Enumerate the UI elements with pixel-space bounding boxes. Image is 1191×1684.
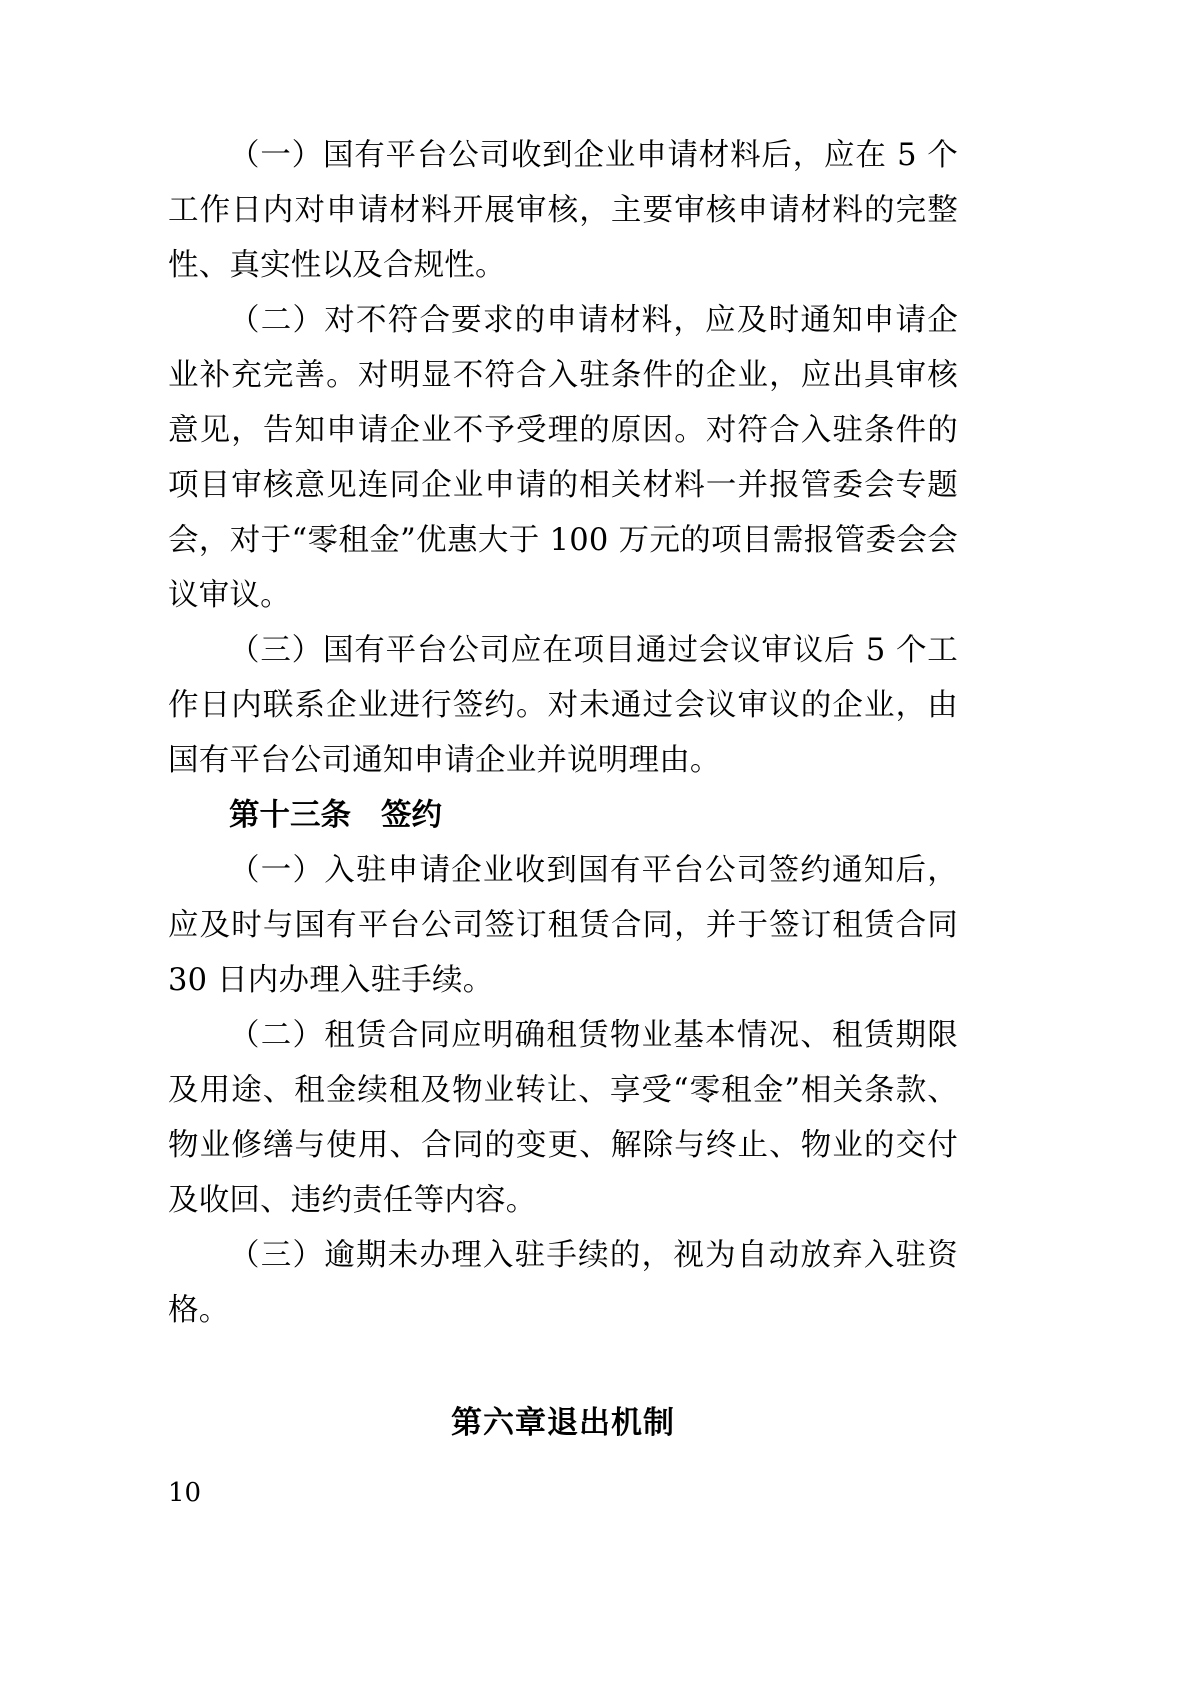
chapter-heading-6 — [168, 1396, 958, 1451]
chapter-heading-6-label: 第六章 — [451, 1405, 547, 1441]
paragraph-review-2: （二）对不符合要求的申请材料，应及时通知申请企业补充完善。对明显不符合入驻条件的企业，应出具审核意见，告知申请企业不予受理的原因。对符合入驻条件的项目审核意见连同企业申请的相关材料一并报管委会专题会，对于“零租金”优惠大于 100 万元的项目需报管委会会议审议。 — [168, 303, 958, 613]
article-heading-13-title: 签约 — [381, 797, 442, 833]
page-number: 10 — [168, 1478, 202, 1508]
document-body — [168, 128, 958, 1451]
article-heading-13 — [168, 788, 958, 843]
paragraph-signing-3: （三）逾期未办理入驻手续的，视为自动放弃入驻资格。 — [168, 1238, 958, 1328]
paragraph-review-3: （三）国有平台公司应在项目通过会议审议后 5 个工作日内联系企业进行签约。对未通过会议审议的企业，由国有平台公司通知申请企业并说明理由。 — [168, 633, 958, 778]
paragraph-signing-2: （二）租赁合同应明确租赁物业基本情况、租赁期限及用途、租金续租及物业转让、享受“零租金”相关条款、物业修缮与使用、合同的变更、解除与终止、物业的交付及收回、违约责任等内容。 — [168, 1018, 958, 1218]
chapter-heading-6-title: 退出机制 — [547, 1405, 675, 1441]
article-heading-13-label: 第十三条 — [229, 797, 351, 833]
chapter-spacer — [168, 1338, 958, 1396]
paragraph-review-1: （一）国有平台公司收到企业申请材料后，应在 5 个工作日内对申请材料开展审核，主要审核申请材料的完整性、真实性以及合规性。 — [168, 138, 958, 283]
paragraph-signing-1: （一）入驻申请企业收到国有平台公司签约通知后，应及时与国有平台公司签订租赁合同，并于签订租赁合同 30 日内办理入驻手续。 — [168, 853, 958, 998]
